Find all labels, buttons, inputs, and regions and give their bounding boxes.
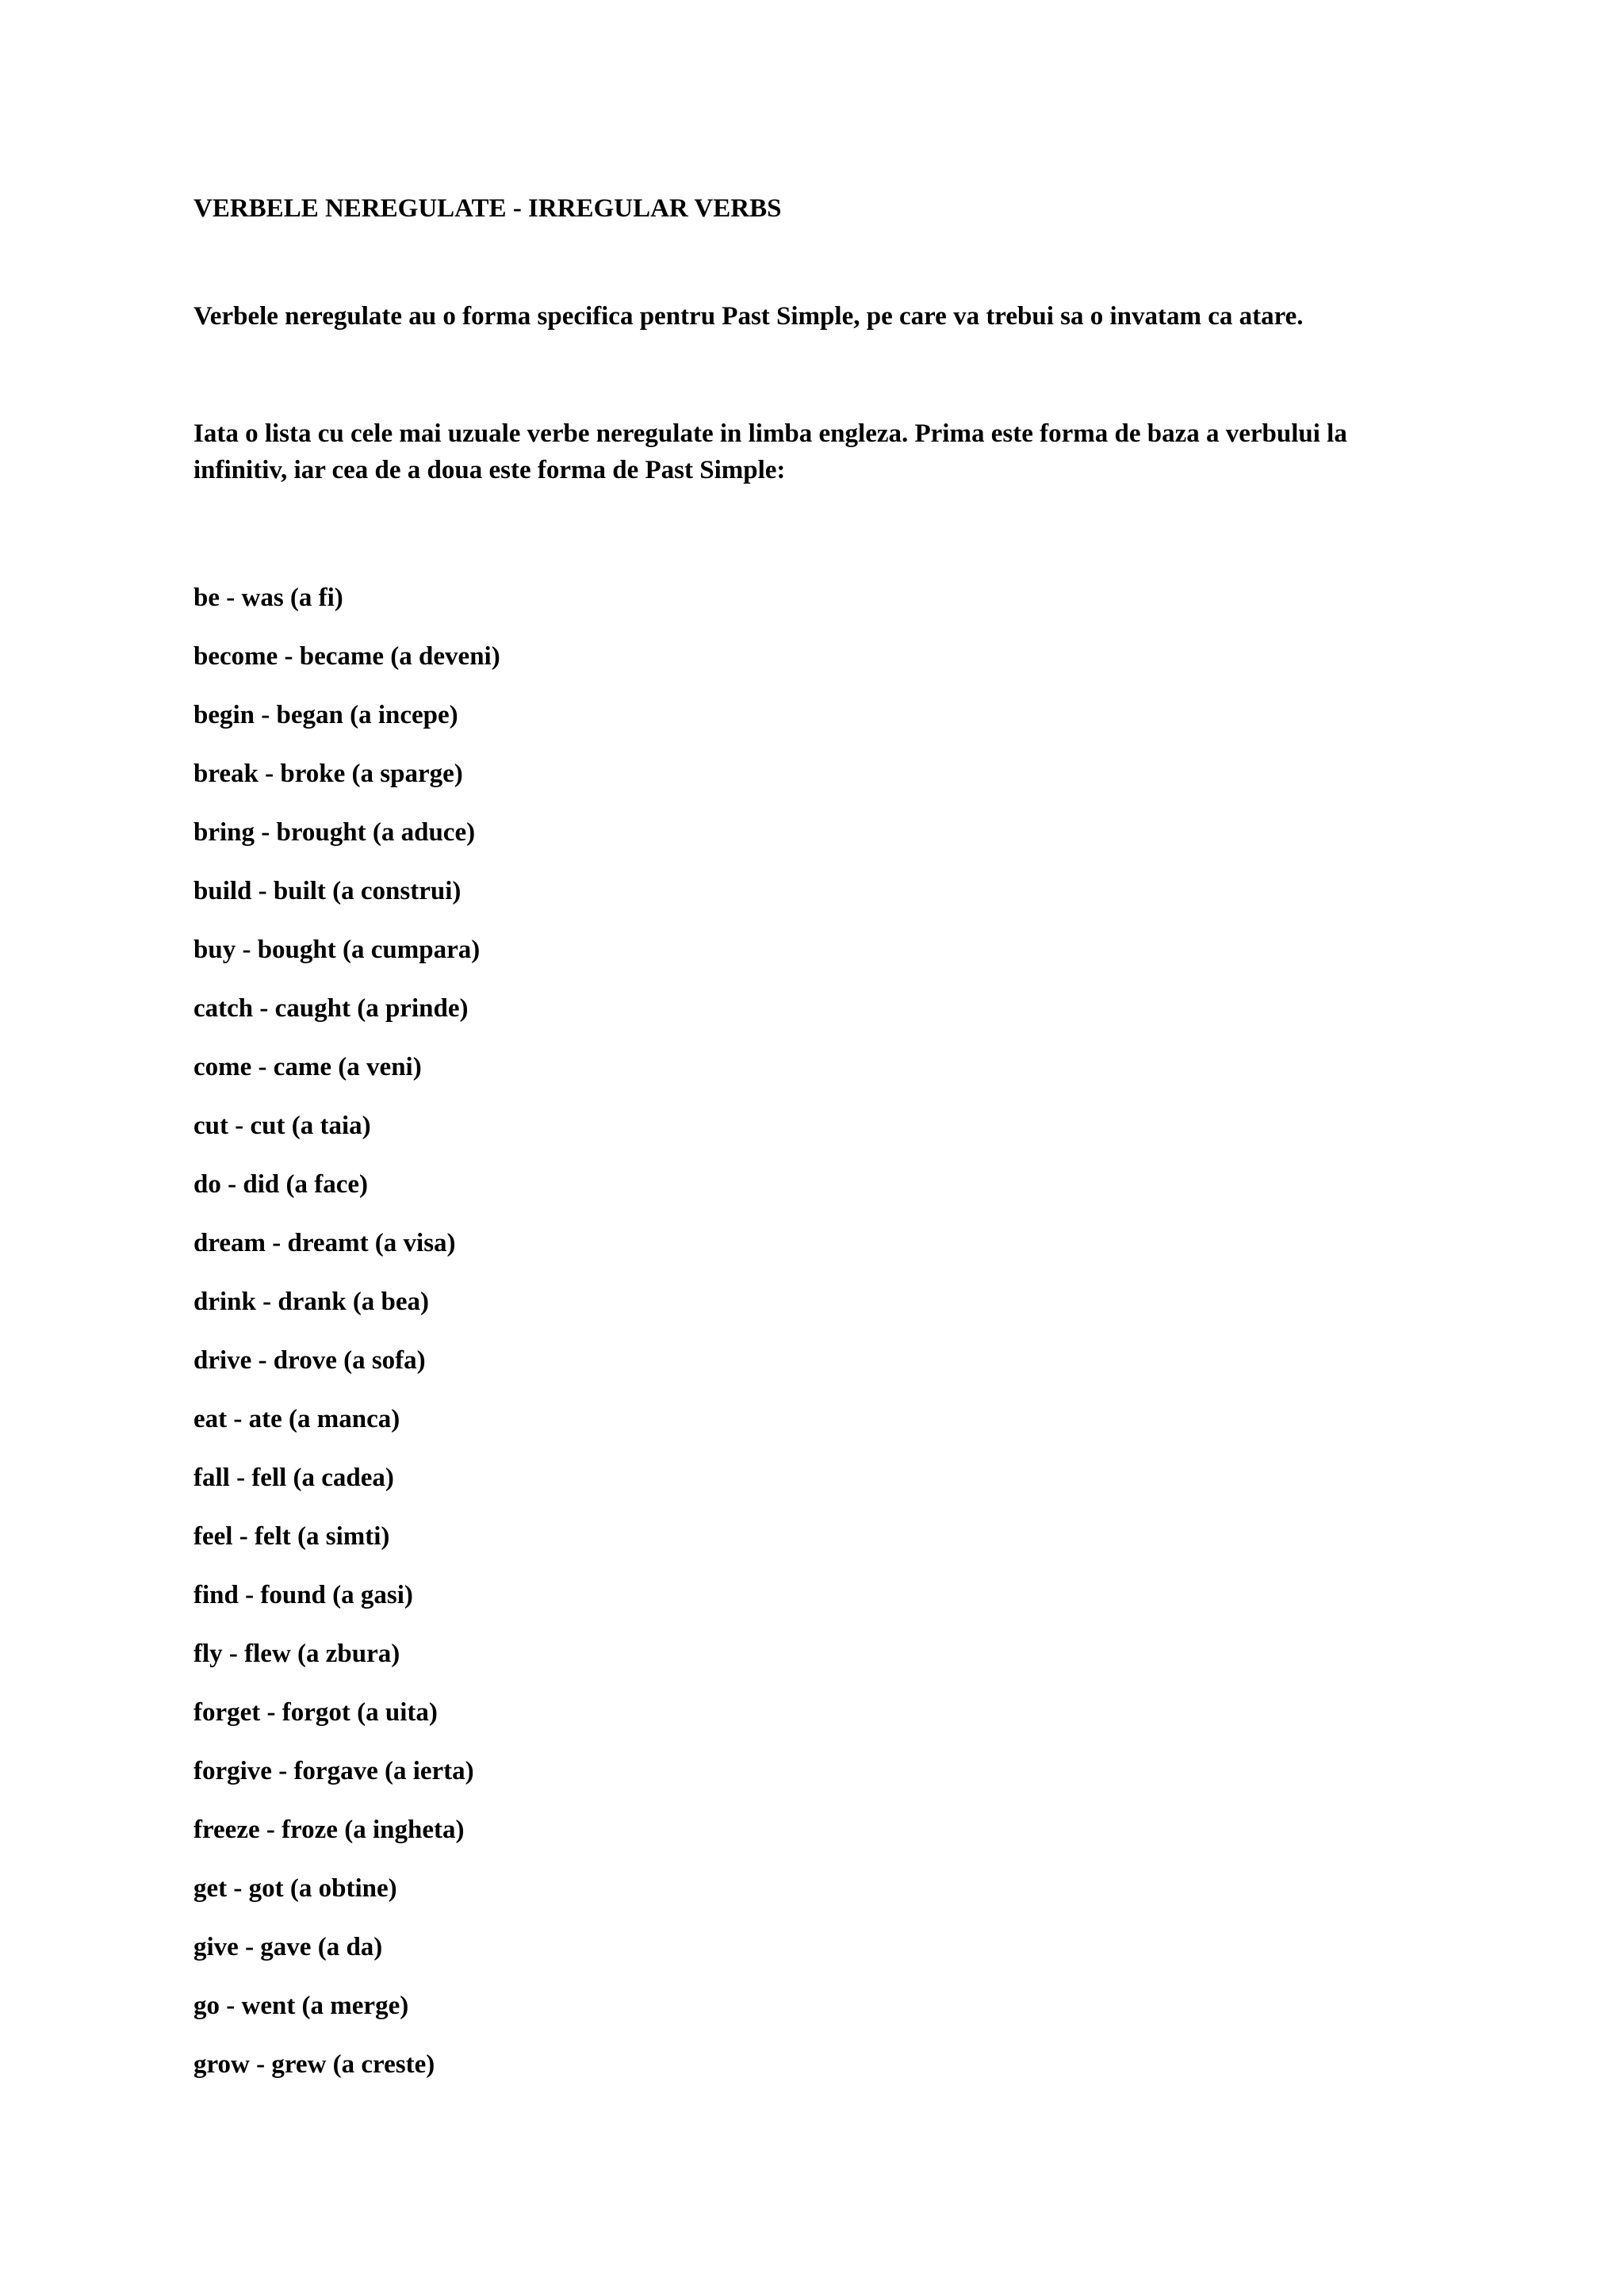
verb-item: do - did (a face) — [193, 1170, 368, 1199]
verb-item: drive - drove (a sofa) — [193, 1346, 426, 1375]
verb-item: be - was (a fi) — [193, 584, 343, 612]
verb-item: buy - bought (a cumpara) — [193, 936, 481, 964]
page-title: VERBELE NEREGULATE - IRREGULAR VERBS — [193, 194, 782, 223]
verb-item: become - became (a deveni) — [193, 642, 500, 671]
verb-item: build - built (a construi) — [193, 877, 462, 905]
verb-item: feel - felt (a simti) — [193, 1522, 390, 1551]
verb-item: begin - began (a incepe) — [193, 701, 458, 729]
verb-item: grow - grew (a creste) — [193, 2050, 435, 2079]
verb-item: give - gave (a da) — [193, 1933, 383, 1961]
verb-item: dream - dreamt (a visa) — [193, 1229, 456, 1257]
verb-item: catch - caught (a prinde) — [193, 994, 469, 1023]
verb-item: freeze - froze (a ingheta) — [193, 1816, 465, 1844]
description-paragraph: Iata o lista cu cele mai uzuale verbe neregulate in limba engleza. Prima este forma de baza a verbului la infinitiv, iar cea de a doua este forma de Past Simple: — [193, 419, 1347, 484]
verb-item: fall - fell (a cadea) — [193, 1464, 394, 1492]
verb-item: cut - cut (a taia) — [193, 1112, 371, 1140]
intro-paragraph: Verbele neregulate au o forma specifica pentru Past Simple, pe care va trebui sa o invatam ca atare. — [193, 302, 1304, 331]
verb-item: forget - forgot (a uita) — [193, 1698, 438, 1727]
verb-item: eat - ate (a manca) — [193, 1405, 400, 1433]
verb-item: come - came (a veni) — [193, 1053, 422, 1081]
verb-item: find - found (a gasi) — [193, 1581, 413, 1609]
verb-item: bring - brought (a aduce) — [193, 818, 476, 847]
verb-list — [193, 580, 1431, 2105]
verb-item: fly - flew (a zbura) — [193, 1640, 400, 1668]
verb-item: drink - drank (a bea) — [193, 1288, 430, 1316]
verb-item: get - got (a obtine) — [193, 1874, 397, 1903]
verb-item: forgive - forgave (a ierta) — [193, 1757, 474, 1785]
document-body — [193, 190, 1431, 2105]
verb-item: go - went (a merge) — [193, 1992, 409, 2020]
verb-item: break - broke (a sparge) — [193, 760, 463, 788]
